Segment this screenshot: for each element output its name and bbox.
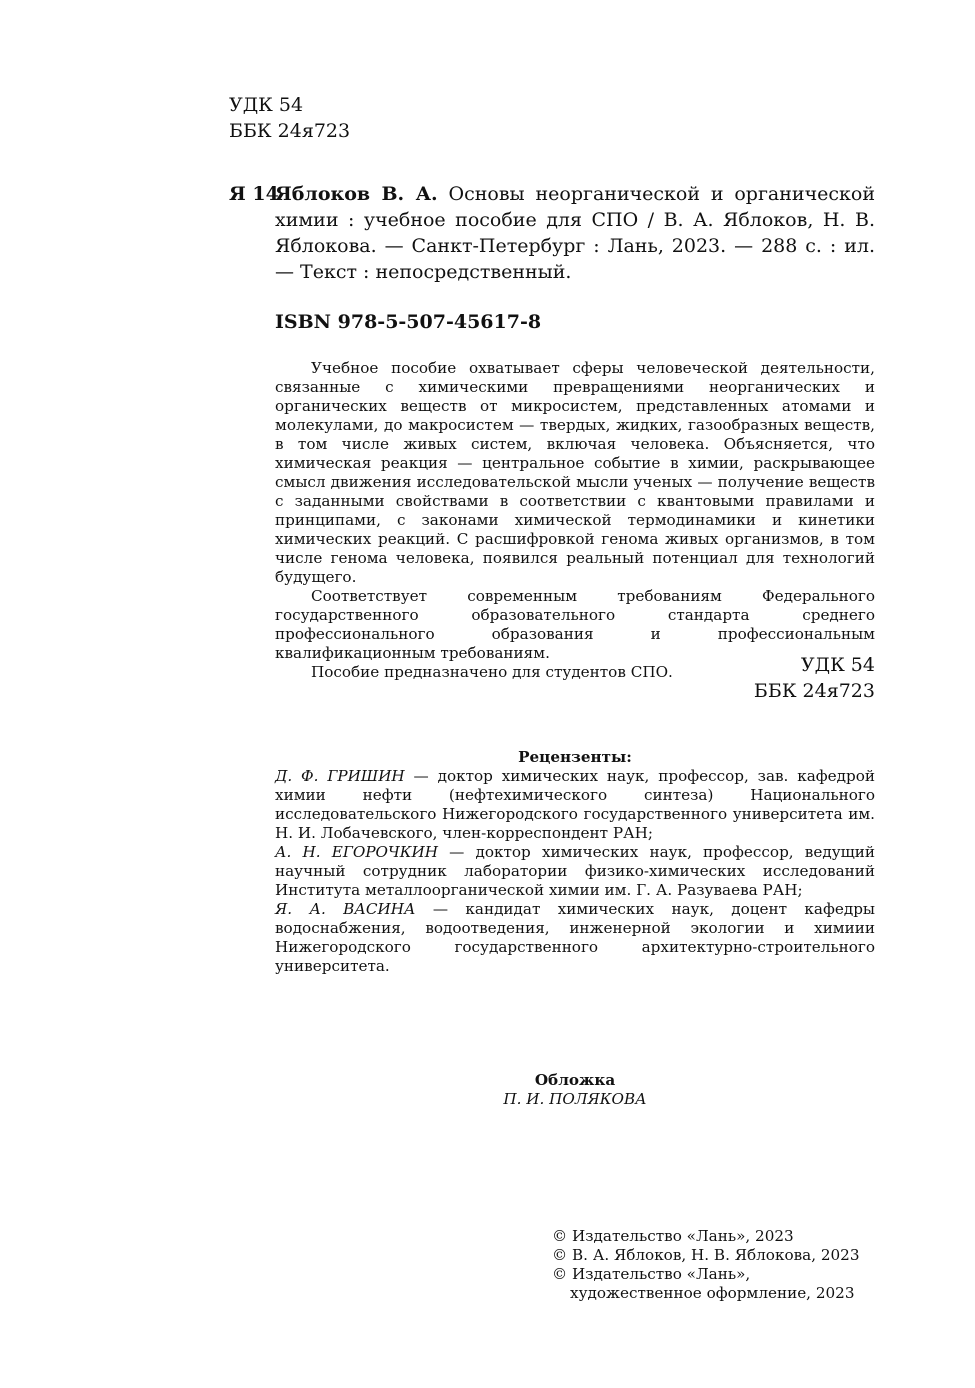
reviewer-info: — доктор химических наук, профессор, ведущий научный сотрудник лаборатории физико-химических исследований Института металлоорганической химии им. Г. А. Разуваева РАН; (275, 843, 875, 899)
author-name: Яблоков В. А. (275, 183, 438, 205)
catalog-record (229, 181, 875, 285)
reviewers-title: Рецензенты: (518, 748, 632, 766)
bbk-code: ББК 24я723 (229, 120, 351, 142)
copyright-line: © Издательство «Лань», (552, 1265, 751, 1283)
annotation-paragraph: Пособие предназначено для студентов СПО. (311, 663, 673, 681)
reviewers (275, 748, 875, 976)
copyright-block (552, 1227, 860, 1303)
reviewer-info: — кандидат химических наук, доцент кафедры водоснабжения, водоотведения, инженерной экологии и химиии Нижегородского государственного архитектурно-строительного университета. (275, 900, 876, 975)
isbn: ISBN 978-5-507-45617-8 (275, 311, 542, 333)
annotation-paragraph: Учебное пособие охватывает сферы человеческой деятельности, связанные с химическими превращениями неорганических и органических веществ от микросистем, представленных атомами и молекулами, до макросистем — твердых, жидких, газообразных веществ, в том числе живых систем, включая человека. Объясняется, что химическая реакция — центральное событие в химии, раскрывающее смысл движения исследовательской мысли ученых — получение веществ с заданными свойствами в соответствии с квантовыми правилами и принципами, с законами химической термодинамики и кинетики химических реакций. С расшифровкой генома живых организмов, в том числе генома человека, появился реальный потенциал для технологий будущего. (275, 359, 875, 586)
cover-credit (275, 1071, 875, 1109)
reviewer-entry (275, 767, 875, 843)
book-description: Основы неорганической и органической химии : учебное пособие для СПО / В. А. Яблоков, Н. В. Яблокова. — Санкт-Петербург : Лань, 2023. — 288 с. : ил. — Текст : непосредственный. (275, 183, 875, 283)
reviewer-entry (275, 900, 875, 976)
reviewer-name: Д. Ф. ГРИШИН (275, 767, 405, 785)
copyright-line: © Издательство «Лань», 2023 (552, 1227, 794, 1245)
reviewer-info: — доктор химических наук, профессор, зав. кафедрой химии нефти (нефтехимического синтеза) Национального исследовательского Нижегородского государственного университета им. Н. И. Лобачевского, член-корреспондент РАН; (275, 767, 875, 842)
udk-code: УДК 54 (800, 654, 875, 676)
udk-block-bottom (754, 652, 875, 704)
cover-artist: П. И. ПОЛЯКОВА (503, 1090, 647, 1108)
reviewer-name: А. Н. ЕГОРОЧКИН (275, 843, 438, 861)
bbk-code: ББК 24я723 (753, 680, 875, 702)
annotation (275, 359, 875, 682)
udk-block-top (229, 92, 350, 144)
annotation-paragraph: Соответствует современным требованиям Федерального государственного образовательного стандарта среднего профессионального образования и профессиональным квалификационным требованиям. (275, 587, 875, 662)
copyright-line: © В. А. Яблоков, Н. В. Яблокова, 2023 (552, 1246, 860, 1264)
copyright-line: художественное оформление, 2023 (570, 1284, 855, 1302)
cover-title: Обложка (534, 1071, 616, 1089)
author-mark: Я 14 (229, 183, 279, 205)
reviewer-name: Я. А. ВАСИНА (275, 900, 416, 918)
udk-code: УДК 54 (229, 94, 304, 116)
reviewer-entry (275, 843, 875, 900)
bibliographic-description (275, 181, 875, 285)
